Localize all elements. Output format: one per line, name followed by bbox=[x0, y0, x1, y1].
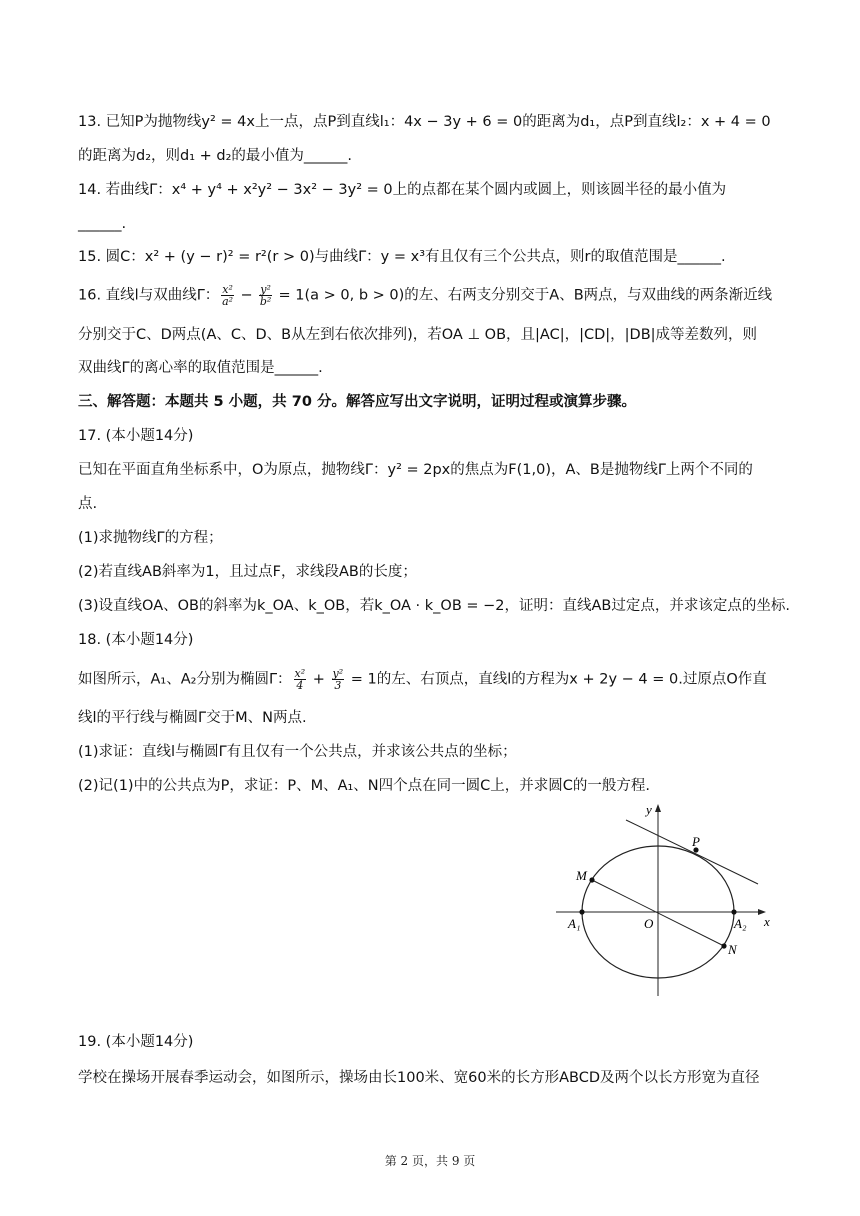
q16-frac2-num: y² bbox=[260, 283, 271, 296]
q16-frac1 bbox=[221, 284, 234, 307]
q19-header: 19. (本小题14分) bbox=[78, 1034, 194, 1050]
label-a1: A₁ bbox=[568, 916, 581, 931]
point-a2 bbox=[731, 909, 736, 914]
label-p: P bbox=[692, 834, 700, 849]
point-a1 bbox=[579, 909, 584, 914]
q18-plus: + bbox=[308, 671, 330, 688]
ellipse-figure bbox=[552, 800, 782, 1000]
q16-frac2 bbox=[259, 284, 272, 307]
q18-part1: (1)求证：直线l与椭圆Γ有且仅有一个公共点，并求该公共点的坐标； bbox=[78, 744, 517, 760]
q18-frac2-den: 3 bbox=[334, 679, 342, 692]
y-axis-arrow bbox=[655, 804, 661, 812]
label-o: O bbox=[644, 916, 654, 931]
q17-part3: (3)设直线OA、OB的斜率为k_OA、k_OB，若k_OA · k_OB = −2，证明：直线AB过定点，并求该定点的坐标. bbox=[78, 598, 790, 614]
label-y: y bbox=[646, 802, 652, 817]
q18-frac1 bbox=[294, 668, 307, 691]
point-m bbox=[589, 877, 594, 882]
section-3-heading: 三、解答题：本题共 5 小题，共 70 分。解答应写出文字说明，证明过程或演算步骤。 bbox=[78, 394, 636, 410]
q19-line1: 学校在操场开展春季运动会，如图所示，操场由长100米、宽60米的长方形ABCD及两个以长方形宽为直径 bbox=[78, 1070, 760, 1086]
q16-line1-rest: = 1(a > 0, b > 0)的左、右两支分别交于A、B两点，与双曲线的两条渐近线 bbox=[273, 287, 773, 304]
q16-frac1-num: x² bbox=[222, 283, 233, 296]
q14-line2: ______. bbox=[78, 216, 127, 232]
point-n bbox=[721, 943, 726, 948]
q18-frac2 bbox=[332, 668, 345, 691]
q17-part1: (1)求抛物线Γ的方程； bbox=[78, 530, 223, 546]
label-a2: A₂ bbox=[734, 916, 747, 931]
label-m: M bbox=[576, 868, 587, 883]
q18-line1-rest: = 1的左、右顶点，直线l的方程为x + 2y − 4 = 0.过原点O作直 bbox=[346, 671, 767, 688]
q18-line1 bbox=[78, 668, 788, 691]
q17-part2: (2)若直线AB斜率为1，且过点F，求线段AB的长度； bbox=[78, 564, 417, 580]
tangent-line bbox=[626, 820, 758, 884]
q16-line1 bbox=[78, 284, 788, 307]
label-n: N bbox=[728, 942, 737, 957]
q17-line2: 点. bbox=[78, 496, 98, 512]
q16-minus: − bbox=[235, 287, 258, 304]
page-footer: 第 2 页，共 9 页 bbox=[384, 1154, 476, 1168]
q18-frac1-den: 4 bbox=[296, 679, 304, 692]
q18-line2: 线l的平行线与椭圆Γ交于M、N两点. bbox=[78, 710, 307, 726]
q18-prefix: 如图所示，A₁、A₂分别为椭圆Γ： bbox=[78, 671, 292, 688]
q18-frac2-num: y² bbox=[332, 667, 344, 680]
q18-header: 18. (本小题14分) bbox=[78, 632, 194, 648]
label-x: x bbox=[764, 914, 770, 929]
q13-line2: 的距离为d₂，则d₁ + d₂的最小值为______. bbox=[78, 148, 353, 164]
q18-frac1-num: x² bbox=[294, 667, 306, 680]
q16-prefix: 16. 直线l与双曲线Γ： bbox=[78, 287, 220, 304]
q16-line2: 分别交于C、D两点(A、C、D、B从左到右依次排列)，若OA ⊥ OB，且|AC|，|CD|，|DB|成等差数列，则 bbox=[78, 327, 758, 343]
q14-line1: 14. 若曲线Γ：x⁴ + y⁴ + x²y² − 3x² − 3y² = 0上的点都在某个圆内或圆上，则该圆半径的最小值为 bbox=[78, 182, 727, 198]
q17-line1: 已知在平面直角坐标系中，O为原点，抛物线Γ：y² = 2px的焦点为F(1,0)，A、B是抛物线Γ上两个不同的 bbox=[78, 462, 753, 478]
q16-frac1-den: a² bbox=[222, 295, 234, 308]
q17-header: 17. (本小题14分) bbox=[78, 428, 194, 444]
q18-part2: (2)记(1)中的公共点为P，求证：P、M、A₁、N四个点在同一圆C上，并求圆C的一般方程. bbox=[78, 778, 651, 794]
q16-frac2-den: b² bbox=[259, 295, 272, 308]
q16-line3: 双曲线Γ的离心率的取值范围是______. bbox=[78, 360, 323, 376]
q13-line1: 13. 已知P为抛物线y² = 4x上一点，点P到直线l₁：4x − 3y + 6 = 0的距离为d₁，点P到直线l₂：x + 4 = 0 bbox=[78, 114, 771, 130]
q15-line1: 15. 圆C：x² + (y − r)² = r²(r > 0)与曲线Γ：y = x³有且仅有三个公共点，则r的取值范围是______. bbox=[78, 249, 726, 265]
